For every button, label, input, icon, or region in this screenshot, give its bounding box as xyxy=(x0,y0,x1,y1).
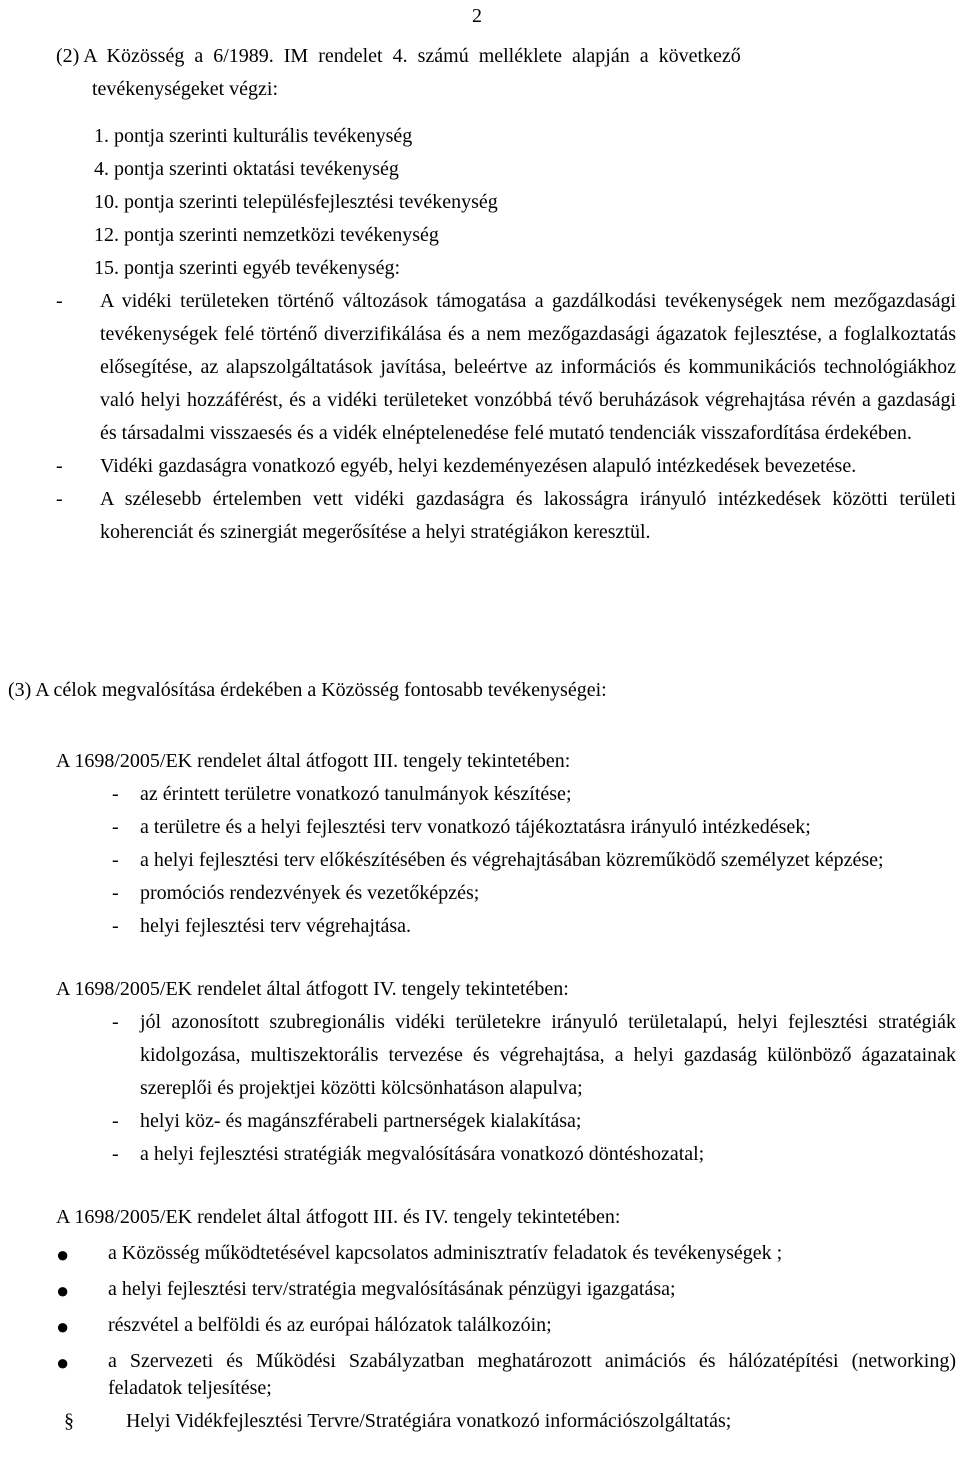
bullet-icon: ● xyxy=(56,1350,70,1375)
dash-marker: - xyxy=(112,1011,119,1033)
dash-item xyxy=(112,1105,956,1138)
tengely-iii-iv-title: A 1698/2005/EK rendelet által átfogott III. és IV. tengely tekintetében: xyxy=(56,1206,621,1228)
tengely-iv-title: A 1698/2005/EK rendelet által átfogott IV. tengely tekintetében: xyxy=(56,978,569,1000)
dash-marker: - xyxy=(56,488,63,510)
tengely-iii-list xyxy=(112,778,956,943)
bullet-icon: ● xyxy=(56,1278,70,1303)
dash-marker: - xyxy=(112,1143,119,1165)
dash-item xyxy=(112,1006,956,1105)
bullet-item-text: a Szervezeti és Működési Szabályzatban meghatározott animációs és hálózatépítési (networking) feladatok teljesítése; xyxy=(108,1350,956,1399)
dash-item xyxy=(112,910,956,943)
dash-item xyxy=(56,483,956,549)
square-bullet-item xyxy=(64,1405,956,1438)
dash-marker: - xyxy=(112,882,119,904)
dash-item-text: jól azonosított szubregionális vidéki területekre irányuló területalapú, helyi fejlesztési stratégiák kidolgozása, multiszektorális tervezése és végrehajtása, a helyi gazdaság különböző ágazatainak szereplői és projektjei közötti kölcsönhatáson alapulva; xyxy=(140,1011,956,1099)
dash-item xyxy=(112,844,956,877)
tengely-iv xyxy=(56,973,956,1171)
point-item: 4. pontja szerinti oktatási tevékenység xyxy=(94,158,399,180)
square-bullet-text: Helyi Vidékfejlesztési Tervre/Stratégiára vonatkozó információszolgáltatás; xyxy=(126,1410,732,1432)
tengely-iii-iv xyxy=(56,1201,956,1438)
dash-marker: - xyxy=(112,1110,119,1132)
tengely-iii xyxy=(56,745,956,943)
bullet-icon: ● xyxy=(56,1314,70,1339)
bullet-list xyxy=(56,1238,956,1438)
dash-marker: - xyxy=(112,849,119,871)
bullet-item-text: részvétel a belföldi és az európai hálózatok találkozóin; xyxy=(108,1314,552,1336)
bullet-item xyxy=(56,1310,956,1343)
tengely-iv-list xyxy=(112,1006,956,1171)
dash-item-text: a helyi fejlesztési terv előkészítésében és végrehajtásában közreműködő személyzet képzése; xyxy=(140,849,884,871)
dash-item xyxy=(112,778,956,811)
point-item: 10. pontja szerinti településfejlesztési tevékenység xyxy=(94,191,498,213)
dash-marker: - xyxy=(112,816,119,838)
dash-marker: - xyxy=(56,455,63,477)
point-item: 12. pontja szerinti nemzetközi tevékenység xyxy=(94,224,439,246)
points-list xyxy=(94,120,956,285)
dash-item xyxy=(56,450,956,483)
dash-marker: - xyxy=(112,915,119,937)
dash-item-text: helyi fejlesztési terv végrehajtása. xyxy=(140,915,411,937)
bullet-icon: ● xyxy=(56,1242,70,1267)
dash-item xyxy=(112,811,956,844)
dash-list xyxy=(56,285,956,549)
dash-item-text: Vidéki gazdaságra vonatkozó egyéb, helyi kezdeményezésen alapuló intézkedések bevezetése. xyxy=(100,455,857,477)
bullet-item xyxy=(56,1346,956,1402)
point-item: 1. pontja szerinti kulturális tevékenység xyxy=(94,125,413,147)
dash-item xyxy=(56,285,956,450)
dash-item xyxy=(112,877,956,910)
section-2 xyxy=(56,40,956,549)
section-3 xyxy=(8,674,956,1438)
bullet-item-text: a helyi fejlesztési terv/stratégia megvalósításának pénzügyi igazgatása; xyxy=(108,1278,676,1300)
dash-item-text: A szélesebb értelemben vett vidéki gazdaságra és lakosságra irányuló intézkedések közötti területi koherenciát és szinergiát megerősítése a helyi stratégiákon keresztül. xyxy=(100,488,956,543)
bullet-item xyxy=(56,1274,956,1307)
dash-item-text: a területre és a helyi fejlesztési terv vonatkozó tájékoztatásra irányuló intézkedések; xyxy=(140,816,811,838)
section-3-heading: (3) A célok megvalósítása érdekében a Közösség fontosabb tevékenységei: xyxy=(8,679,607,701)
section-sign-icon: § xyxy=(64,1410,74,1432)
bullet-item xyxy=(56,1238,956,1271)
dash-item xyxy=(112,1138,956,1171)
dash-item-text: a helyi fejlesztési stratégiák megvalósítására vonatkozó döntéshozatal; xyxy=(140,1143,705,1165)
page-number: 2 xyxy=(472,5,482,27)
point-item: 15. pontja szerinti egyéb tevékenység: xyxy=(94,257,401,279)
dash-item-text: A vidéki területeken történő változások támogatása a gazdálkodási tevékenységek nem mezőgazdasági tevékenységek felé történő diverzifikálása és a nem mezőgazdasági ágazatok fejlesztése, a foglalkoztatás elősegítése, az alapszolgáltatások javítása, beleértve az információs és kommunikációs technológiákhoz való helyi hozzáférést, és a vidéki területeket vonzóbbá tévő beruházások végrehajtása révén a gazdasági és társadalmi visszaesés és a vidék elnéptelenedése felé mutató tendenciák visszafordítása érdekében. xyxy=(100,290,956,444)
dash-item-text: helyi köz- és magánszférabeli partnerségek kialakítása; xyxy=(140,1110,582,1132)
section-2-intro-cont: tevékenységeket végzi: xyxy=(92,78,279,100)
section-2-intro: (2) A Közösség a 6/1989. IM rendelet 4. számú melléklete alapján a következő xyxy=(56,45,741,67)
dash-item-text: promóciós rendezvények és vezetőképzés; xyxy=(140,882,480,904)
dash-item-text: az érintett területre vonatkozó tanulmányok készítése; xyxy=(140,783,572,805)
tengely-iii-title: A 1698/2005/EK rendelet által átfogott III. tengely tekintetében: xyxy=(56,750,571,772)
dash-marker: - xyxy=(56,290,63,312)
dash-marker: - xyxy=(112,783,119,805)
bullet-item-text: a Közösség működtetésével kapcsolatos adminisztratív feladatok és tevékenységek ; xyxy=(108,1242,783,1264)
